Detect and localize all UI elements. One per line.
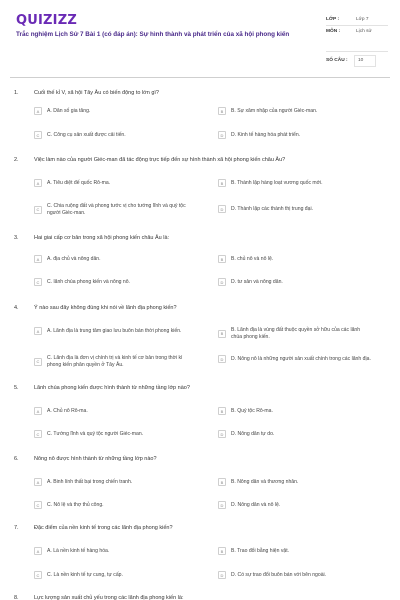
option-letter-box: A	[34, 107, 42, 115]
question-text: Việc làm nào của người Giéc-man đã tác động trực tiếp đến sự hình thành xã hội phong kiến châu Âu?	[34, 157, 286, 163]
question-number: 7.	[14, 525, 19, 531]
option-text: B. Trao đổi bằng hiện vật.	[231, 547, 290, 554]
option-letter-box: A	[34, 327, 42, 335]
question-number: 1.	[14, 90, 19, 96]
lop-value: Lớp 7	[356, 17, 369, 22]
option-a[interactable]	[34, 179, 187, 187]
mon-label: MÔN :	[326, 29, 341, 34]
option-letter-box: C	[34, 358, 42, 366]
option-d[interactable]	[218, 571, 371, 579]
option-c[interactable]	[34, 355, 187, 368]
question-number: 2.	[14, 157, 19, 163]
option-d[interactable]	[218, 430, 371, 438]
option-letter-box: A	[34, 478, 42, 486]
option-letter-box: D	[218, 571, 226, 579]
option-b[interactable]	[218, 478, 371, 486]
option-letter-box: C	[34, 430, 42, 438]
question-text: Nông nô được hình thành từ những tầng lớp nào?	[34, 456, 157, 462]
option-letter-box: B	[218, 407, 226, 415]
option-letter-box: B	[218, 547, 226, 555]
option-letter-box: B	[218, 478, 226, 486]
question-number: 5.	[14, 385, 19, 391]
option-a[interactable]	[34, 255, 187, 263]
option-text: D. Nông dân tự do.	[231, 430, 275, 437]
option-text: C. Nô lệ và thợ thủ công.	[47, 501, 104, 508]
option-letter-box: C	[34, 501, 42, 509]
option-text: A. Là nền kinh tế hàng hóa.	[47, 547, 110, 554]
question-number: 4.	[14, 305, 19, 311]
meta-row-mon	[326, 26, 388, 52]
option-letter-box: A	[34, 547, 42, 555]
option-b[interactable]	[218, 327, 371, 340]
option-c[interactable]	[34, 430, 187, 438]
option-letter-box: D	[218, 278, 226, 286]
option-text: D. Kinh tế hàng hóa phát triển.	[231, 131, 301, 138]
question-text: Hai giai cấp cơ bản trong xã hội phong kiến châu Âu là:	[34, 235, 170, 241]
option-d[interactable]	[218, 278, 371, 286]
question-number: 6.	[14, 456, 19, 462]
option-text: B. Lãnh địa là vùng đất thuộc quyền sở hữu của các lãnh chúa phong kiến.	[231, 327, 361, 340]
option-text: A. Tiêu diệt đế quốc Rô-ma.	[47, 179, 111, 186]
option-text: C. Chia ruộng đất và phong tước vị cho tướng lĩnh và quý tộc người Giéc-man.	[47, 203, 186, 216]
option-text: D. Có sự trao đổi buôn bán với bên ngoài.	[231, 571, 327, 578]
option-letter-box: B	[218, 255, 226, 263]
option-text: B. Sự xâm nhập của người Giéc-man.	[231, 107, 318, 114]
option-letter-box: B	[218, 107, 226, 115]
option-text: A. Lãnh địa là trung tâm giao lưu buôn bán thời phong kiến.	[47, 327, 182, 334]
option-letter-box: D	[218, 205, 226, 213]
socau-value: 10	[354, 55, 376, 67]
option-b[interactable]	[218, 107, 371, 115]
option-d[interactable]	[218, 205, 371, 213]
option-text: D. Thành lập các thành thị trung đại.	[231, 205, 314, 212]
option-a[interactable]	[34, 547, 187, 555]
option-text: D. tư sản và nông dân.	[231, 278, 283, 285]
option-letter-box: C	[34, 278, 42, 286]
option-letter-box: A	[34, 255, 42, 263]
option-d[interactable]	[218, 501, 371, 509]
option-letter-box: A	[34, 407, 42, 415]
question-text: Ý nào sau đây không đúng khi nói về lãnh địa phong kiến?	[34, 305, 177, 311]
option-b[interactable]	[218, 255, 371, 263]
header-divider	[10, 77, 390, 78]
option-d[interactable]	[218, 355, 371, 363]
option-text: A. Binh lính thất bại trong chiến tranh.	[47, 478, 133, 485]
option-text: D. Nông dân và nô lệ.	[231, 501, 281, 508]
option-text: A. Dân số gia tăng.	[47, 107, 91, 114]
option-letter-box: D	[218, 355, 226, 363]
option-letter-box: D	[218, 131, 226, 139]
option-c[interactable]	[34, 571, 187, 579]
question-text: Cuối thế kỉ V, xã hội Tây Âu có biến động to lớn gì?	[34, 90, 159, 96]
mon-value: Lịch sử	[356, 29, 372, 34]
page-title: Trắc nghiệm Lịch Sử 7 Bài 1 (có đáp án): Sự hình thành và phát triển của xã hội phong kiến	[16, 31, 290, 38]
option-c[interactable]	[34, 278, 187, 286]
option-a[interactable]	[34, 327, 187, 335]
option-letter-box: B	[218, 179, 226, 187]
option-letter-box: C	[34, 571, 42, 579]
option-text: C. Tướng lĩnh và quý tộc người Giéc-man.	[47, 430, 144, 437]
option-text: C. Công cụ sản xuất được cải tiến.	[47, 131, 126, 138]
option-text: A. địa chủ và nông dân.	[47, 255, 101, 262]
option-text: A. Chủ nô Rô-ma.	[47, 407, 88, 414]
option-text: C. Lãnh địa là đơn vị chính trị và kinh tế cơ bản trong thời kì phong kiến phân quyền ở Tây Âu.	[47, 355, 183, 368]
lop-label: LỚP :	[326, 17, 340, 22]
option-letter-box: C	[34, 131, 42, 139]
option-a[interactable]	[34, 107, 187, 115]
option-c[interactable]	[34, 131, 187, 139]
question-number: 3.	[14, 235, 19, 241]
meta-table	[326, 14, 388, 68]
option-text: B. Quý tộc Rô-ma.	[231, 407, 273, 414]
option-c[interactable]	[34, 203, 187, 216]
question-text: Lực lượng sản xuất chủ yếu trong các lãnh địa phong kiến là:	[34, 595, 184, 600]
option-c[interactable]	[34, 501, 187, 509]
question-text: Đặc điểm của nền kinh tế trong các lãnh địa phong kiến?	[34, 525, 173, 531]
option-d[interactable]	[218, 131, 371, 139]
option-b[interactable]	[218, 179, 371, 187]
question-number: 8.	[14, 595, 19, 600]
meta-row-socau	[326, 55, 388, 68]
option-text: C. Là nền kinh tế tự cung, tự cấp.	[47, 571, 123, 578]
option-letter-box: B	[218, 330, 226, 338]
quizizz-logo: QUIZIZZ	[16, 13, 77, 28]
option-letter-box: D	[218, 501, 226, 509]
option-text: C. lãnh chúa phong kiến và nông nô.	[47, 278, 130, 285]
socau-label: SỐ CÂU :	[326, 58, 348, 63]
option-a[interactable]	[34, 478, 187, 486]
option-letter-box: C	[34, 206, 42, 214]
option-letter-box: D	[218, 430, 226, 438]
option-text: B. Thành lập hàng loạt vương quốc mới.	[231, 179, 323, 186]
option-text: B. chủ nô và nô lệ.	[231, 255, 274, 262]
option-text: D. Nông nô là những người sản xuất chính trong các lãnh địa.	[231, 355, 371, 362]
option-b[interactable]	[218, 547, 371, 555]
question-text: Lãnh chúa phong kiến được hình thành từ những tầng lớp nào?	[34, 385, 190, 391]
meta-row-lop	[326, 14, 388, 26]
option-b[interactable]	[218, 407, 371, 415]
option-letter-box: A	[34, 179, 42, 187]
option-a[interactable]	[34, 407, 187, 415]
option-text: B. Nông dân và thương nhân.	[231, 478, 299, 485]
